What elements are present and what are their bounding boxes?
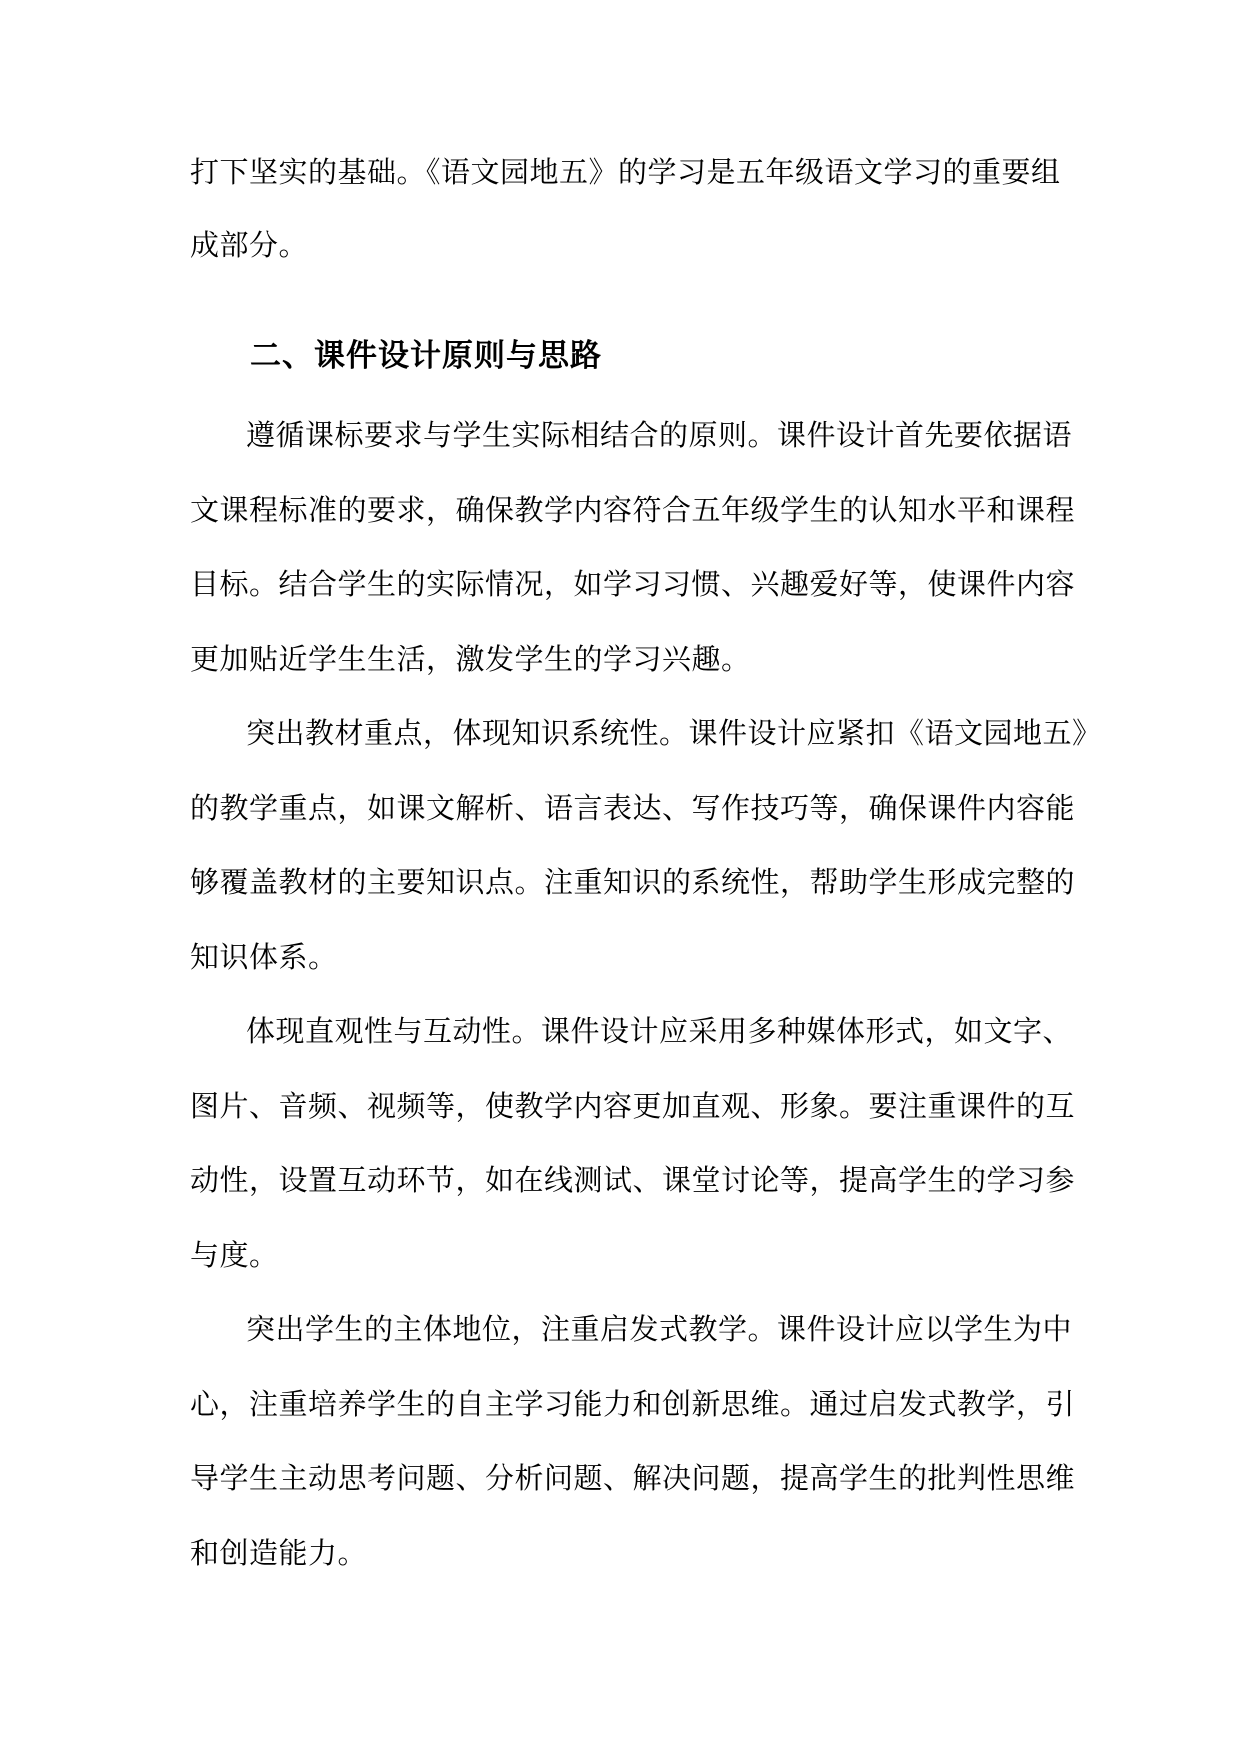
paragraph-2-line-2: 的教学重点，如课文解析、语言表达、写作技巧等，确保课件内容能 bbox=[190, 791, 1076, 825]
paragraph-4-line-2: 心，注重培养学生的自主学习能力和创新思维。通过启发式教学，引 bbox=[190, 1387, 1076, 1421]
paragraph-1-line-3: 目标。结合学生的实际情况，如学习习惯、兴趣爱好等，使课件内容 bbox=[190, 567, 1076, 601]
paragraph-2-line-3: 够覆盖教材的主要知识点。注重知识的系统性，帮助学生形成完整的 bbox=[190, 865, 1076, 899]
intro-line-1: 打下坚实的基础。《语文园地五》的学习是五年级语文学习的重要组 bbox=[190, 155, 1061, 189]
paragraph-3-line-2: 图片、音频、视频等，使教学内容更加直观、形象。要注重课件的互 bbox=[190, 1089, 1076, 1123]
paragraph-3-line-3: 动性，设置互动环节，如在线测试、课堂讨论等，提高学生的学习参 bbox=[190, 1163, 1076, 1197]
paragraph-1-line-4: 更加贴近学生生活，激发学生的学习兴趣。 bbox=[190, 642, 751, 676]
intro-line-2: 成部分。 bbox=[190, 228, 309, 262]
section-heading: 二、课件设计原则与思路 bbox=[250, 338, 602, 374]
paragraph-2-line-4: 知识体系。 bbox=[190, 940, 338, 974]
paragraph-1-line-2: 文课程标准的要求，确保教学内容符合五年级学生的认知水平和课程 bbox=[190, 493, 1076, 527]
paragraph-4-line-3: 导学生主动思考问题、分析问题、解决问题，提高学生的批判性思维 bbox=[190, 1461, 1076, 1495]
paragraph-4-line-4: 和创造能力。 bbox=[190, 1536, 368, 1570]
paragraph-3-line-4: 与度。 bbox=[190, 1238, 279, 1272]
paragraph-3-line-1: 体现直观性与互动性。课件设计应采用多种媒体形式，如文字、 bbox=[246, 1014, 1073, 1048]
paragraph-1-line-1: 遵循课标要求与学生实际相结合的原则。课件设计首先要依据语 bbox=[246, 418, 1073, 452]
paragraph-4-line-1: 突出学生的主体地位，注重启发式教学。课件设计应以学生为中 bbox=[246, 1312, 1073, 1346]
paragraph-2-line-1: 突出教材重点，体现知识系统性。课件设计应紧扣《语文园地五》 bbox=[246, 716, 1102, 750]
